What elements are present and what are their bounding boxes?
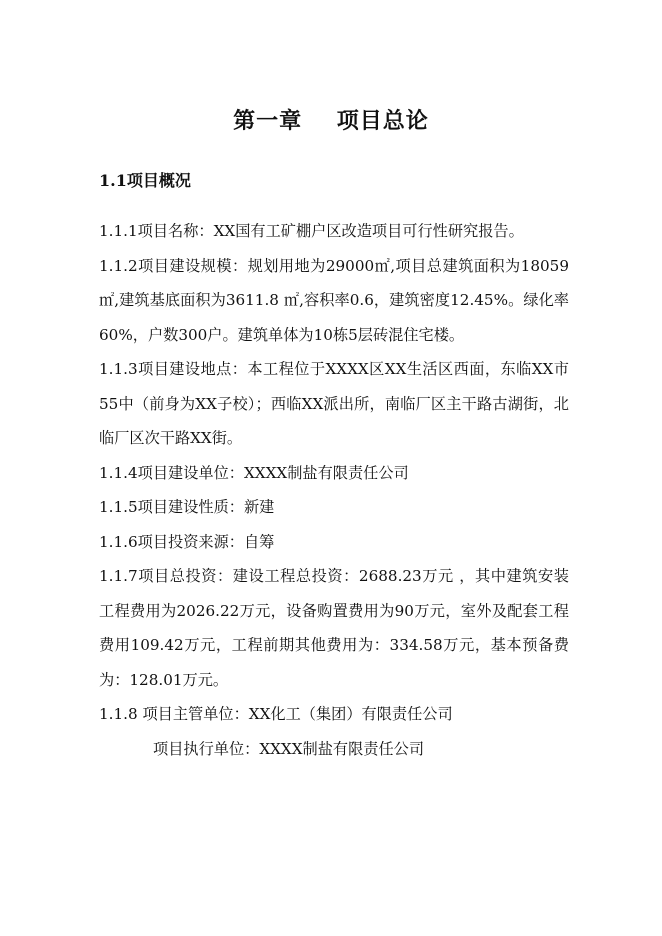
section-title: 1.1项目概况	[99, 171, 191, 190]
paragraph-supervising-unit: 1.1.8 项目主管单位：XX化工（集团）有限责任公司	[99, 705, 453, 723]
paragraph-construction-nature: 1.1.5项目建设性质：新建	[99, 498, 275, 516]
document-body	[99, 214, 569, 766]
paragraph-investment-source: 1.1.6项目投资来源：自筹	[99, 532, 275, 551]
paragraph-construction-site: 1.1.3项目建设地点：本工程位于XXXX区XX生活区西面，东临XX市55中（前身为XX子校）；西临XX派出所，南临厂区主干路古湖街，北临厂区次干路XX街。	[99, 360, 569, 447]
paragraph-executing-unit: 项目执行单位：XXXX制盐有限责任公司	[153, 739, 425, 758]
chapter-title: 第一章 项目总论	[233, 108, 429, 134]
paragraph-construction-scale: 1.1.2项目建设规模：规划用地为29000㎡,项目总建筑面积为18059 ㎡,建筑基底面积为3611.8 ㎡,容积率0.6，建筑密度12.45%。绿化率60%，户数300户。建筑单体为10栋5层砖混住宅楼。	[99, 256, 569, 344]
paragraph-total-investment: 1.1.7项目总投资：建设工程总投资：2688.23万元 ，其中建筑安装工程费用为2026.22万元，设备购置费用为90万元，室外及配套工程费用109.42万元，工程前期其他费用为：334.58万元，基本预备费为：128.01万元。	[99, 567, 569, 689]
paragraph-project-name: 1.1.1项目名称：XX国有工矿棚户区改造项目可行性研究报告。	[99, 222, 524, 240]
paragraph-construction-unit: 1.1.4项目建设单位：XXXX制盐有限责任公司	[99, 463, 409, 482]
